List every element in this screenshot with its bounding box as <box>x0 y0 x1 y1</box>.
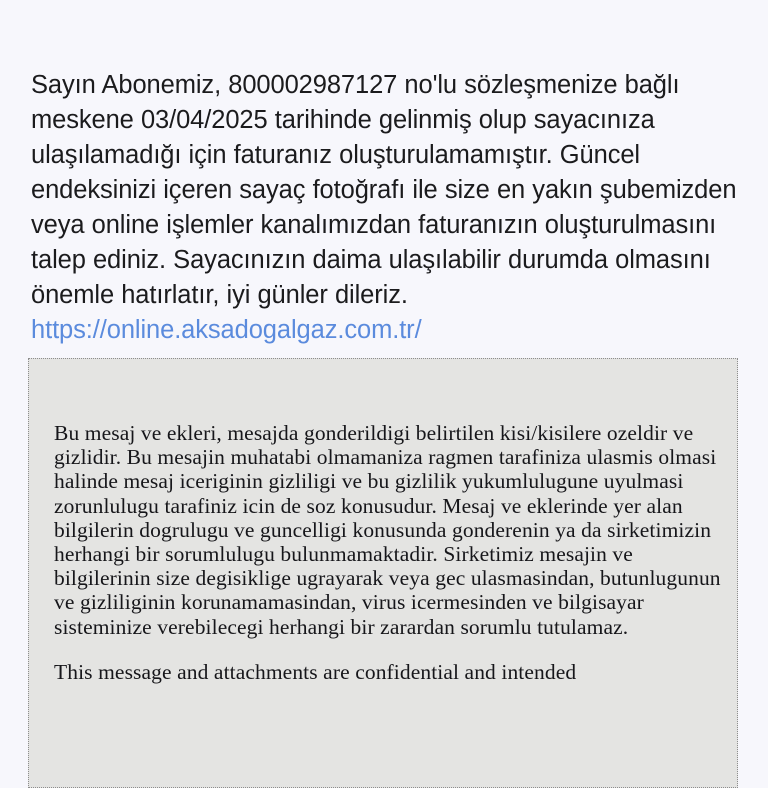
message-link[interactable]: https://online.aksadogalgaz.com.tr/ <box>31 316 422 344</box>
message-body <box>31 68 737 348</box>
disclaimer-content <box>54 421 726 684</box>
disclaimer-box <box>28 358 738 788</box>
message-paragraph: Sayın Abonemiz, 800002987127 no'lu sözleşmenize bağlı meskene 03/04/2025 tarihinde gelinmiş olup sayacınıza ulaşılamadığı için faturanız oluşturulamamıştır. Güncel endeksinizi içeren sayaç fotoğrafı ile size en yakın şubemizden veya online işlemler kanalımızdan faturanızın oluşturulmasını talep ediniz. Sayacınızın daima ulaşılabilir durumda olmasını önemle hatırlatır, iyi günler dileriz. <box>31 71 737 309</box>
disclaimer-english-text: This message and attachments are confidential and intended <box>54 659 577 684</box>
disclaimer-turkish-text: Bu mesaj ve ekleri, mesajda gonderildigi belirtilen kisi/kisilere ozeldir ve gizlidir. Bu mesajin muhatabi olmamaniza ragmen tarafiniza ulasmis olmasi halinde mesaj iceriginin gizliligi ve bu gizlilik yukumlulugune uyulmasi zorunlulugu tarafiniz icin de soz konusudur. Mesaj ve eklerinde yer alan bilgilerin dogrulugu ve guncelligi konusunda gonderenin ya da sirketimizin herhangi bir sorumlulugu bulunmamaktadir. Sirketimiz mesajin ve bilgilerinin size degisiklige ugrayarak veya gec ulasmasindan, butunlugunun ve gizliliginin korunamamasindan, virus icermesinden ve bilgisayar sisteminize verebilecegi herhangi bir zarardan sorumlu tutulamaz. <box>54 421 721 639</box>
